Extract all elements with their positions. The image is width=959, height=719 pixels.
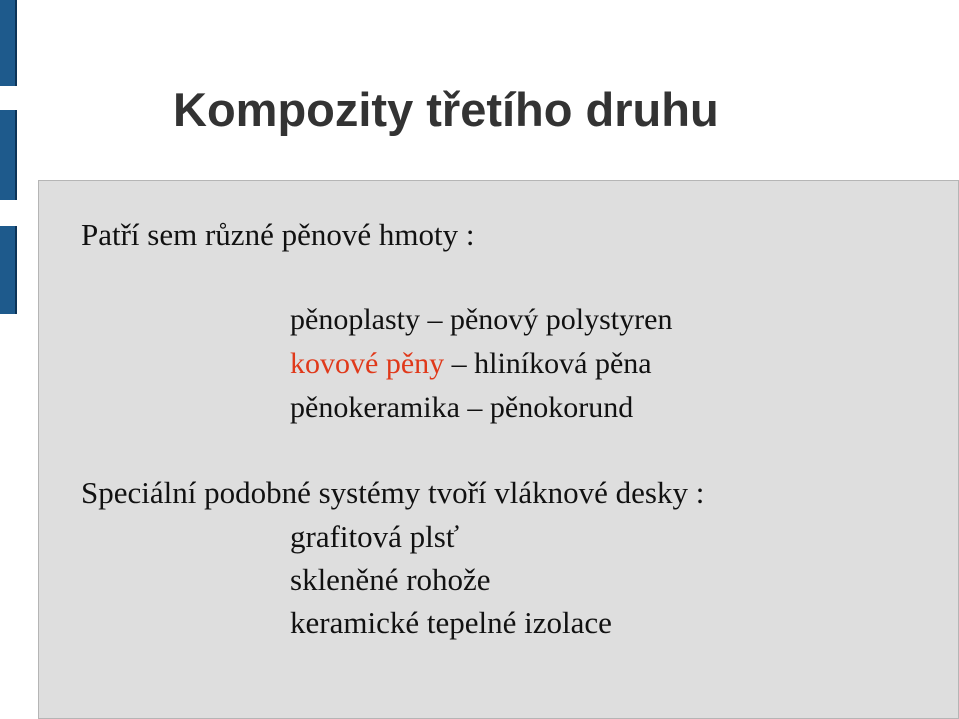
- accent-bar-bottom: [0, 226, 17, 314]
- content-panel: [38, 180, 959, 719]
- foam-item-3-term: pěnokeramika: [290, 391, 460, 424]
- foam-item-2-term: kovové pěny: [290, 347, 445, 380]
- foam-item-1: [290, 303, 672, 337]
- board-item-1: grafitová plsť: [290, 519, 460, 554]
- board-item-3: keramické tepelné izolace: [290, 605, 612, 640]
- foam-item-3-rest: – pěnokorund: [459, 391, 634, 424]
- accent-bar-middle: [0, 110, 17, 200]
- foam-item-2: [290, 347, 652, 381]
- foam-item-2-rest: – hliníková pěna: [444, 347, 652, 380]
- board-item-2: skleněné rohože: [290, 562, 491, 597]
- intro-text: Patří sem různé pěnové hmoty :: [81, 217, 475, 252]
- special-intro-text: Speciální podobné systémy tvoří vláknové desky :: [81, 475, 705, 510]
- foam-item-1-term: pěnoplasty: [290, 303, 420, 336]
- accent-bar-top: [0, 0, 17, 86]
- foam-item-3: [290, 391, 633, 425]
- foam-item-1-rest: – pěnový polystyren: [419, 303, 673, 336]
- slide-title: Kompozity třetího druhu: [173, 83, 719, 136]
